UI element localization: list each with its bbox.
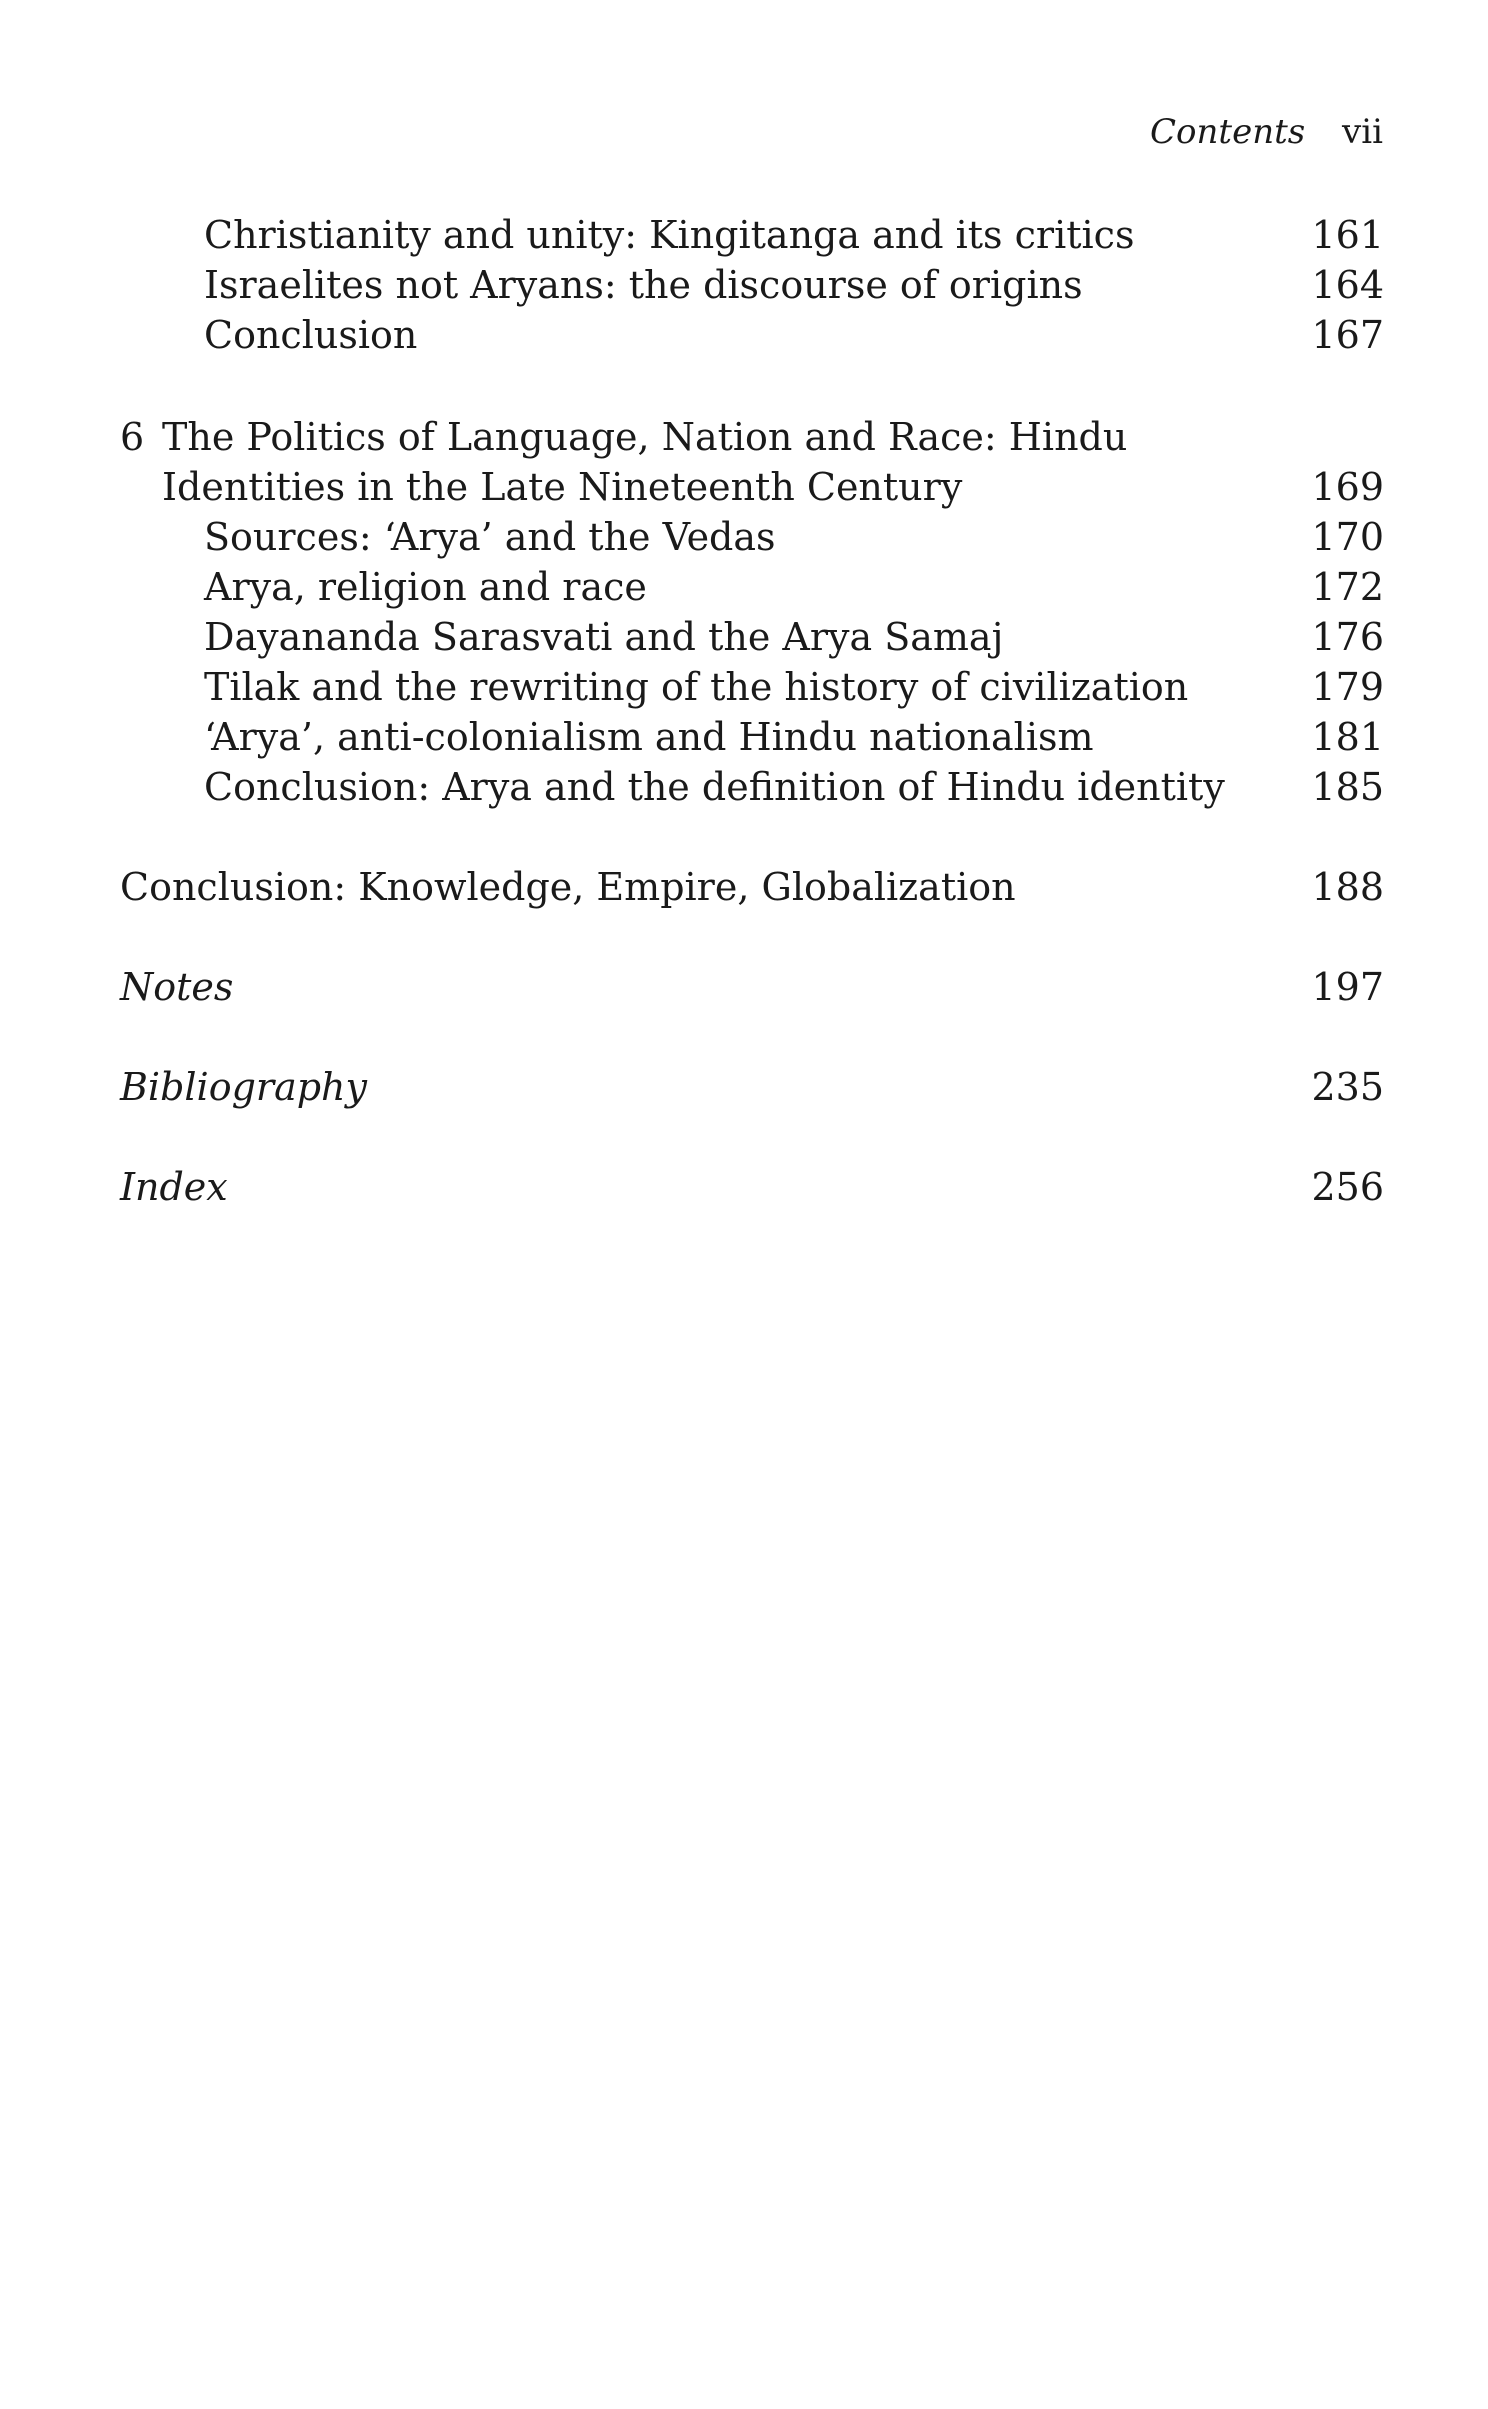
toc-entry-title: Israelites not Aryans: the discourse of origins [204, 263, 1083, 307]
toc-entry-title: Bibliography [120, 1065, 367, 1109]
chapter-number: 6 [120, 415, 145, 459]
toc-entry-title: Conclusion: Arya and the definition of Hindu identity [204, 765, 1225, 809]
toc-entry-title: Tilak and the rewriting of the history of civilization [204, 665, 1189, 709]
chapter-page: 169 [1311, 465, 1384, 509]
toc-entry-page: 256 [1311, 1165, 1384, 1209]
toc-entry-page: 164 [1311, 263, 1384, 307]
toc-entry [0, 712, 1488, 762]
toc-entry-notes [0, 962, 1488, 1012]
toc-entry-page: 188 [1311, 865, 1384, 909]
page-number: vii [1342, 112, 1383, 152]
toc-entry-page: 185 [1311, 765, 1384, 809]
toc-entry-title: Dayananda Sarasvati and the Arya Samaj [204, 615, 1004, 659]
toc-entry-title: Notes [120, 965, 234, 1009]
toc-entry [0, 210, 1488, 260]
chapter-title-line-2: Identities in the Late Nineteenth Century [162, 465, 963, 509]
toc-entry-conclusion [0, 862, 1488, 912]
toc-entry-page: 235 [1311, 1065, 1384, 1109]
chapter-title-line-1: The Politics of Language, Nation and Race: Hindu [162, 415, 1128, 459]
toc-entry [0, 562, 1488, 612]
toc-entry-title: Conclusion: Knowledge, Empire, Globalization [120, 865, 1016, 909]
toc-entry-page: 176 [1311, 615, 1384, 659]
toc-entry [0, 762, 1488, 812]
toc-entry-title: Arya, religion and race [204, 565, 647, 609]
toc-entry-bibliography [0, 1062, 1488, 1112]
toc-entry [0, 512, 1488, 562]
toc-entry [0, 310, 1488, 360]
toc-entry-title: Index [120, 1165, 228, 1209]
toc-entry-page: 161 [1311, 213, 1384, 257]
toc-entry-page: 170 [1311, 515, 1384, 559]
toc-entry-title: Conclusion [204, 313, 418, 357]
chapter-heading-continued [0, 462, 1488, 512]
toc-entry [0, 260, 1488, 310]
toc-entry-title: ‘Arya’, anti-colonialism and Hindu nationalism [204, 715, 1094, 759]
toc-entry-page: 167 [1311, 313, 1384, 357]
toc-entry-page: 179 [1311, 665, 1384, 709]
toc-entry [0, 612, 1488, 662]
toc-entry-title: Sources: ‘Arya’ and the Vedas [204, 515, 776, 559]
toc-entry-page: 172 [1311, 565, 1384, 609]
chapter-heading [0, 412, 1488, 462]
toc-entry-page: 197 [1311, 965, 1384, 1009]
toc-entry [0, 662, 1488, 712]
toc-entry-index [0, 1162, 1488, 1212]
running-head [1150, 112, 1383, 152]
toc-entry-title: Christianity and unity: Kingitanga and its critics [204, 213, 1135, 257]
running-head-label: Contents [1150, 112, 1306, 152]
toc-entry-page: 181 [1311, 715, 1384, 759]
